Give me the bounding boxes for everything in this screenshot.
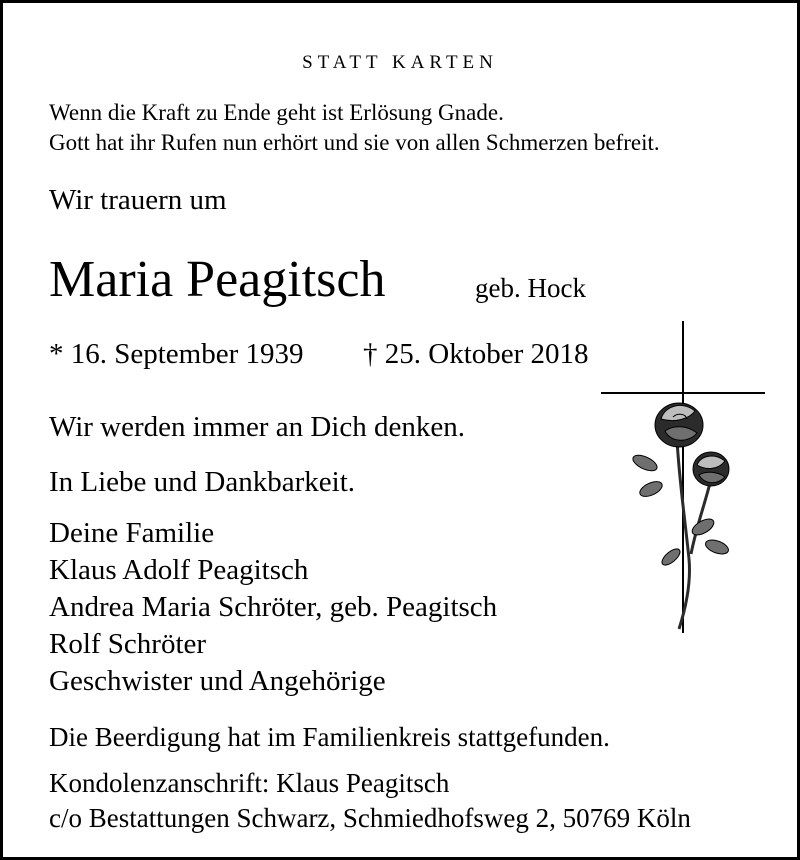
- mourner-line: Andrea Maria Schröter, geb. Peagitsch: [49, 591, 498, 623]
- message-line-1: Wir werden immer an Dich denken.: [49, 411, 465, 443]
- mourner-line: Rolf Schröter: [49, 628, 207, 660]
- funeral-note: Die Beerdigung hat im Familienkreis stattgefunden.: [49, 722, 610, 752]
- deceased-name: Maria Peagitsch: [49, 251, 386, 308]
- message-line-2: In Liebe und Dankbarkeit.: [49, 466, 356, 498]
- birth-name: geb. Hock: [475, 273, 586, 303]
- mourner-line: Geschwister und Angehörige: [49, 665, 386, 697]
- notice-header: STATT KARTEN: [302, 52, 498, 73]
- condolence-line-1: Kondolenzanschrift: Klaus Peagitsch: [49, 768, 450, 798]
- birth-date: * 16. September 1939: [49, 338, 304, 370]
- intro-text: Wir trauern um: [49, 184, 227, 216]
- condolence-line-2: c/o Bestattungen Schwarz, Schmiedhofsweg 2, 50769 Köln: [49, 803, 691, 833]
- cross-with-roses-icon: [599, 319, 769, 635]
- quote-line-2: Gott hat ihr Rufen nun erhört und sie von allen Schmerzen befreit.: [49, 130, 660, 155]
- death-date: † 25. Oktober 2018: [363, 338, 589, 370]
- quote-line-1: Wenn die Kraft zu Ende geht ist Erlösung Gnade.: [49, 100, 504, 125]
- mourner-line: Klaus Adolf Peagitsch: [49, 554, 309, 586]
- mourner-line: Deine Familie: [49, 517, 215, 549]
